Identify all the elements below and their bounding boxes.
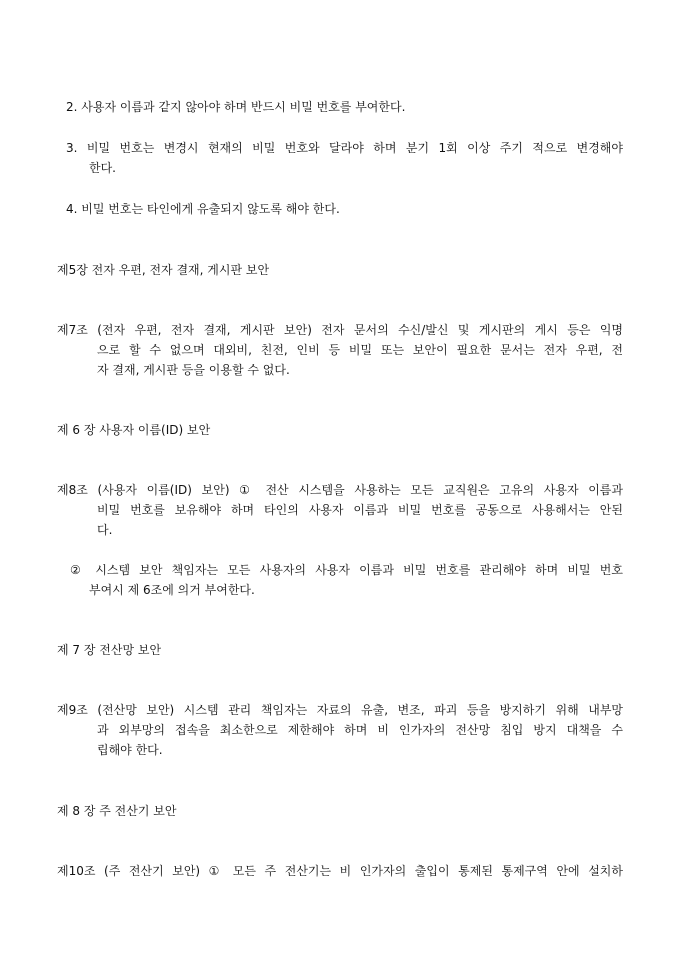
- article-8-line-2: 비밀 번호를 보유해야 하며 타인의 사용자 이름과 비밀 번호를 공동으로 사용해서는 안된: [97, 503, 623, 517]
- article-7-line-2: 으로 할 수 없으며 대외비, 친전, 인비 등 비밀 또는 보안이 필요한 문서는 전자 우편, 전: [97, 343, 623, 357]
- article-9-line-1: 제9조 (전산망 보안) 시스템 관리 책임자는 자료의 유출, 변조, 파괴 등을 방지하기 위해 내부망: [57, 703, 623, 717]
- list-item-3-line-1: 3. 비밀 번호는 변경시 현재의 비밀 번호와 달라야 하며 분기 1회 이상 주기 적으로 변경해야: [66, 141, 623, 155]
- article-9-line-2: 과 외부망의 접속을 최소한으로 제한해야 하며 비 인가자의 전산망 침입 방지 대책을 수: [97, 723, 623, 737]
- list-item-4: 4. 비밀 번호는 타인에게 유출되지 않도록 해야 한다.: [66, 202, 340, 216]
- article-8-line-3: 다.: [97, 523, 113, 537]
- article-9-line-3: 립해야 한다.: [97, 743, 163, 757]
- chapter-6-heading: 제 6 장 사용자 이름(ID) 보안: [57, 423, 211, 437]
- chapter-5-heading: 제5장 전자 우편, 전자 결재, 게시판 보안: [57, 263, 270, 277]
- article-10-line-1: 제10조 (주 전산기 보안) ① 모든 주 전산기는 비 인가자의 출입이 통제된 통제구역 안에 설치하: [57, 864, 623, 878]
- list-item-3-line-2: 한다.: [89, 161, 116, 175]
- chapter-8-heading: 제 8 장 주 전산기 보안: [57, 804, 177, 818]
- article-8-line-1: 제8조 (사용자 이름(ID) 보안) ① 전산 시스템을 사용하는 모든 교직원은 고유의 사용자 이름과: [57, 483, 623, 497]
- article-7-line-1: 제7조 (전자 우편, 전자 결재, 게시판 보안) 전자 문서의 수신/발신 및 게시판의 게시 등은 익명: [57, 323, 623, 337]
- chapter-7-heading: 제 7 장 전산망 보안: [57, 643, 162, 657]
- list-item-2: 2. 사용자 이름과 같지 않아야 하며 반드시 비밀 번호를 부여한다.: [66, 100, 406, 114]
- article-8-para-2-line-1: ② 시스템 보안 책임자는 모든 사용자의 사용자 이름과 비밀 번호를 관리해야 하며 비밀 번호: [70, 563, 623, 577]
- article-7-line-3: 자 결재, 게시판 등을 이용할 수 없다.: [97, 363, 290, 377]
- article-8-para-2-line-2: 부여시 제 6조에 의거 부여한다.: [89, 583, 255, 597]
